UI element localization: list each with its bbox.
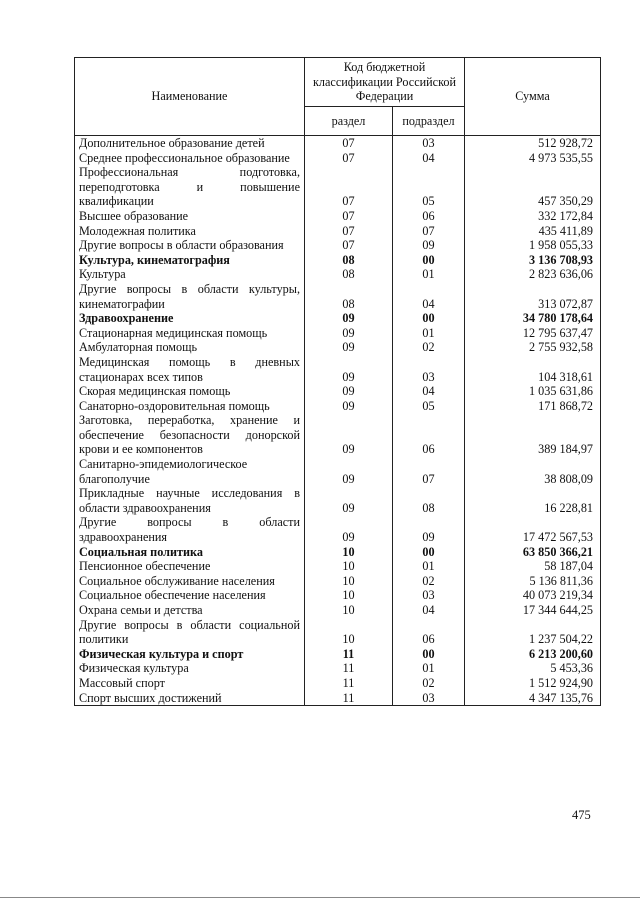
row-name: Массовый спорт [75,676,305,691]
table-row [75,282,601,311]
row-subsection: 05 [393,399,465,414]
row-section: 10 [305,588,393,603]
row-section: 11 [305,661,393,676]
table-row [75,618,601,647]
row-name: Культура, кинематография [75,253,305,268]
row-name: Социальное обслуживание населения [75,574,305,589]
table-row [75,238,601,253]
row-section: 07 [305,165,393,209]
row-subsection: 09 [393,238,465,253]
row-sum: 16 228,81 [465,486,601,515]
row-subsection: 07 [393,224,465,239]
row-name: Санитарно-эпидемиологическое благополучие [75,457,305,486]
row-sum: 12 795 637,47 [465,326,601,341]
row-section: 07 [305,136,393,151]
row-subsection: 00 [393,545,465,560]
row-section: 09 [305,457,393,486]
row-sum: 435 411,89 [465,224,601,239]
row-name: Социальное обеспечение населения [75,588,305,603]
row-sum: 4 973 535,55 [465,151,601,166]
row-subsection: 04 [393,282,465,311]
table-row [75,603,601,618]
row-sum: 104 318,61 [465,355,601,384]
row-section: 09 [305,413,393,457]
row-section: 10 [305,618,393,647]
row-section: 09 [305,384,393,399]
row-subsection: 00 [393,647,465,662]
row-subsection: 01 [393,559,465,574]
table-row [75,588,601,603]
table-row [75,136,601,151]
row-sum: 17 344 644,25 [465,603,601,618]
table-header [75,58,601,136]
row-sum: 1 512 924,90 [465,676,601,691]
budget-table-container [74,57,600,706]
row-name: Дополнительное образование детей [75,136,305,151]
row-sum: 2 823 636,06 [465,267,601,282]
row-section: 08 [305,267,393,282]
table-row [75,340,601,355]
row-name: Другие вопросы в области здравоохранения [75,515,305,544]
header-name: Наименование [75,58,305,136]
row-sum: 58 187,04 [465,559,601,574]
row-name: Среднее профессиональное образование [75,151,305,166]
row-subsection: 02 [393,676,465,691]
row-name: Пенсионное обеспечение [75,559,305,574]
row-subsection: 01 [393,267,465,282]
row-name: Заготовка, переработка, хранение и обеспечение безопасности донорской крови и ее компонентов [75,413,305,457]
row-sum: 63 850 366,21 [465,545,601,560]
row-subsection: 04 [393,603,465,618]
page-number: 475 [572,808,591,822]
row-subsection: 06 [393,618,465,647]
row-sum: 34 780 178,64 [465,311,601,326]
row-name: Другие вопросы в области культуры, кинематографии [75,282,305,311]
table-row [75,559,601,574]
row-subsection: 00 [393,311,465,326]
row-sum: 1 237 504,22 [465,618,601,647]
row-sum: 389 184,97 [465,413,601,457]
table-row [75,151,601,166]
row-subsection: 01 [393,661,465,676]
row-sum: 40 073 219,34 [465,588,601,603]
row-name: Здравоохранение [75,311,305,326]
table-row [75,457,601,486]
row-section: 09 [305,515,393,544]
row-name: Охрана семьи и детства [75,603,305,618]
row-subsection: 02 [393,574,465,589]
row-sum: 1 958 055,33 [465,238,601,253]
row-name: Спорт высших достижений [75,691,305,706]
table-row [75,545,601,560]
row-sum: 38 808,09 [465,457,601,486]
row-name: Медицинская помощь в дневных стационарах всех типов [75,355,305,384]
table-row [75,384,601,399]
table-row [75,399,601,414]
table-row [75,311,601,326]
row-sum: 457 350,29 [465,165,601,209]
row-sum: 2 755 932,58 [465,340,601,355]
row-sum: 5 136 811,36 [465,574,601,589]
table-row [75,355,601,384]
table-row [75,413,601,457]
row-section: 09 [305,486,393,515]
row-section: 07 [305,209,393,224]
row-subsection: 06 [393,209,465,224]
row-section: 10 [305,574,393,589]
table-row [75,676,601,691]
row-section: 09 [305,311,393,326]
row-name: Скорая медицинская помощь [75,384,305,399]
row-name: Профессиональная подготовка, переподготовка и повышение квалификации [75,165,305,209]
row-section: 09 [305,355,393,384]
row-subsection: 09 [393,515,465,544]
row-subsection: 03 [393,691,465,706]
row-section: 11 [305,691,393,706]
table-row [75,515,601,544]
row-name: Другие вопросы в области социальной политики [75,618,305,647]
row-subsection: 04 [393,151,465,166]
row-name: Физическая культура [75,661,305,676]
row-subsection: 03 [393,355,465,384]
header-section: раздел [305,107,393,136]
row-name: Другие вопросы в области образования [75,238,305,253]
row-section: 08 [305,253,393,268]
row-subsection: 06 [393,413,465,457]
row-sum: 332 172,84 [465,209,601,224]
row-section: 09 [305,326,393,341]
row-subsection: 03 [393,588,465,603]
row-subsection: 00 [393,253,465,268]
table-row [75,647,601,662]
row-sum: 171 868,72 [465,399,601,414]
row-name: Молодежная политика [75,224,305,239]
header-subsection: подраздел [393,107,465,136]
header-code: Код бюджетной классификации Российской Федерации [305,58,465,107]
row-section: 07 [305,238,393,253]
row-section: 09 [305,340,393,355]
row-subsection: 01 [393,326,465,341]
row-section: 09 [305,399,393,414]
row-section: 10 [305,559,393,574]
row-section: 07 [305,224,393,239]
table-row [75,165,601,209]
header-sum: Сумма [465,58,601,136]
row-sum: 4 347 135,76 [465,691,601,706]
row-sum: 3 136 708,93 [465,253,601,268]
row-name: Физическая культура и спорт [75,647,305,662]
row-subsection: 03 [393,136,465,151]
table-row [75,253,601,268]
table-row [75,326,601,341]
row-sum: 1 035 631,86 [465,384,601,399]
row-section: 07 [305,151,393,166]
row-sum: 5 453,36 [465,661,601,676]
row-subsection: 04 [393,384,465,399]
table-row [75,209,601,224]
row-subsection: 08 [393,486,465,515]
row-section: 08 [305,282,393,311]
row-name: Стационарная медицинская помощь [75,326,305,341]
table-row [75,486,601,515]
row-section: 10 [305,545,393,560]
row-name: Санаторно-оздоровительная помощь [75,399,305,414]
row-name: Прикладные научные исследования в области здравоохранения [75,486,305,515]
table-body [75,136,601,706]
row-sum: 313 072,87 [465,282,601,311]
row-name: Социальная политика [75,545,305,560]
row-sum: 512 928,72 [465,136,601,151]
table-row [75,691,601,706]
row-subsection: 07 [393,457,465,486]
budget-table [74,57,601,706]
row-subsection: 02 [393,340,465,355]
table-row [75,661,601,676]
page-bottom-rule [0,897,640,898]
row-section: 11 [305,647,393,662]
row-section: 10 [305,603,393,618]
row-sum: 6 213 200,60 [465,647,601,662]
row-section: 11 [305,676,393,691]
row-subsection: 05 [393,165,465,209]
row-name: Амбулаторная помощь [75,340,305,355]
row-name: Высшее образование [75,209,305,224]
row-name: Культура [75,267,305,282]
table-row [75,224,601,239]
row-sum: 17 472 567,53 [465,515,601,544]
table-row [75,574,601,589]
table-row [75,267,601,282]
